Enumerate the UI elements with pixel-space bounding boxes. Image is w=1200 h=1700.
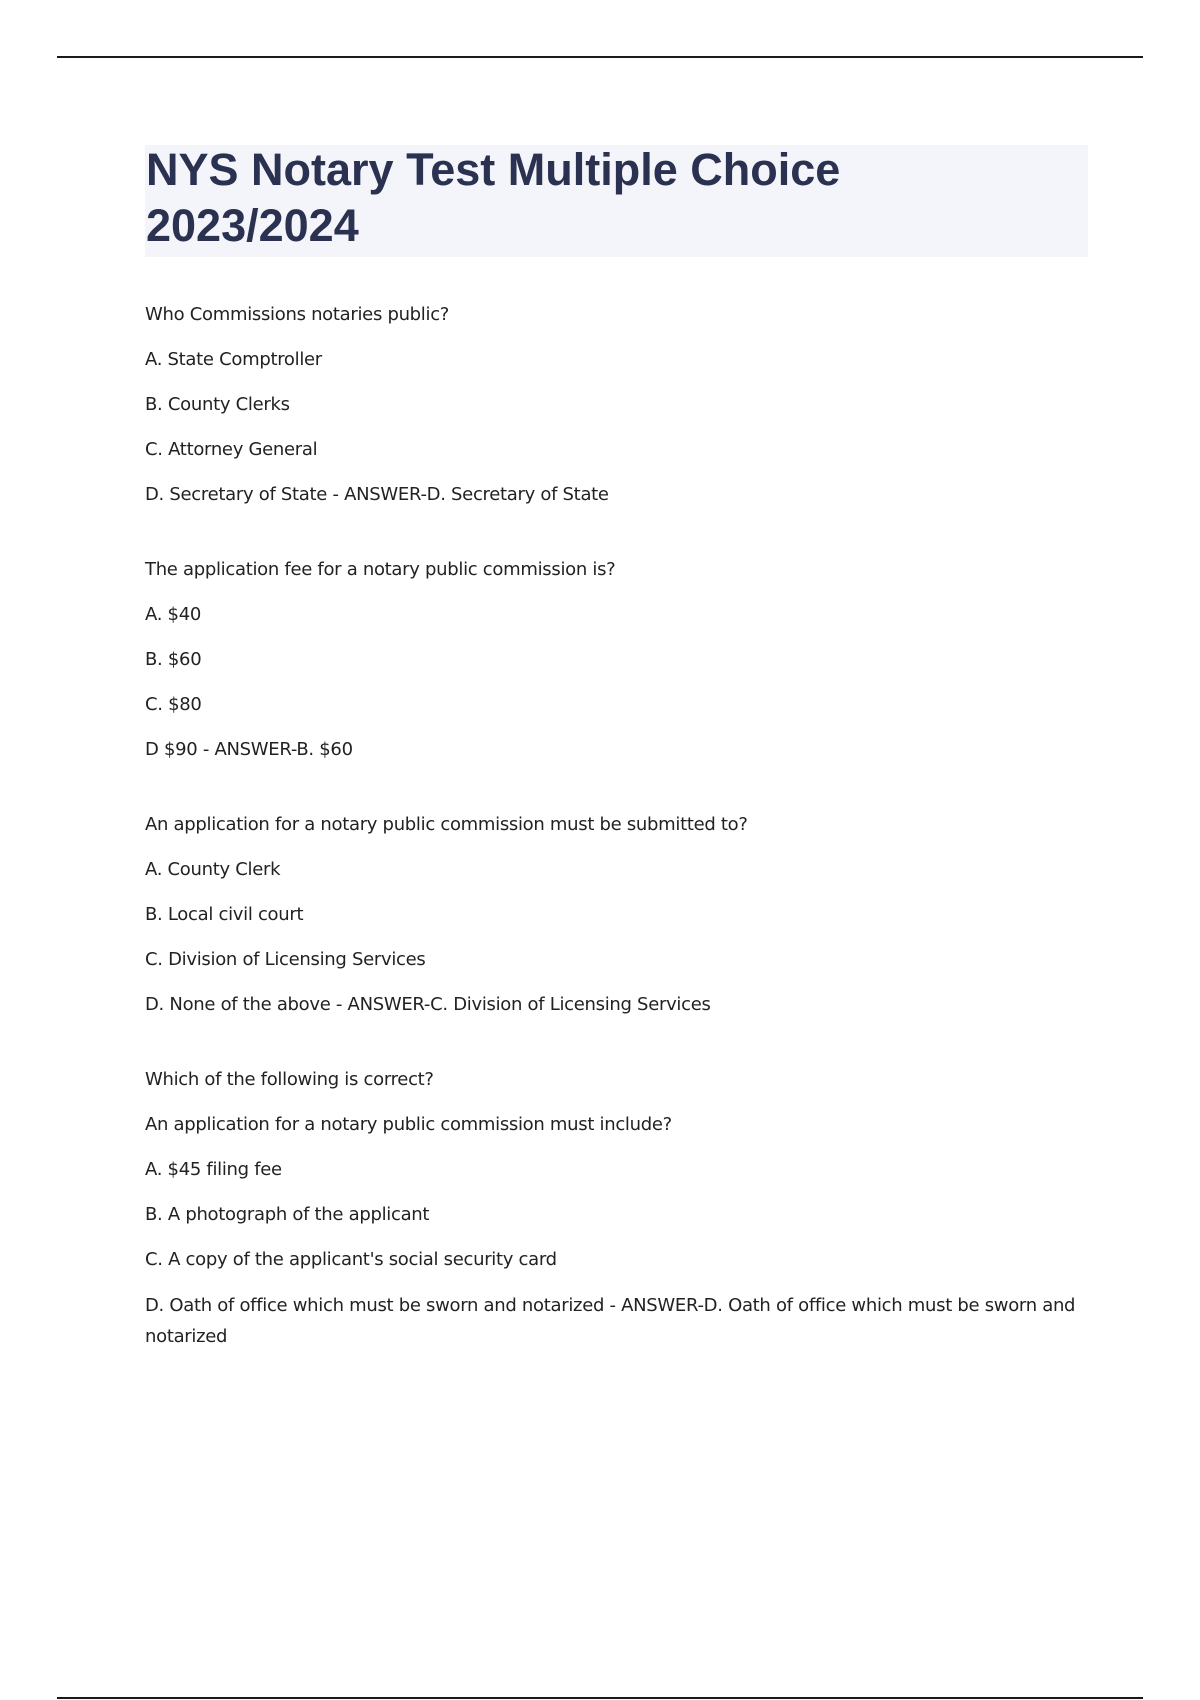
question-block-2	[145, 555, 1085, 764]
answer-option-with-key: D. None of the above - ANSWER-C. Division of Licensing Services	[145, 994, 711, 1015]
answer-option: C. $80	[145, 694, 202, 715]
answer-option: A. $45 filing fee	[145, 1159, 282, 1180]
answer-option: A. $40	[145, 604, 201, 625]
question-block-4	[145, 1065, 1085, 1352]
answer-option-with-key: D. Oath of office which must be sworn and notarized - ANSWER-D. Oath of office which must be sworn and notarized	[145, 1295, 1076, 1347]
document-title-line-1: NYS Notary Test Multiple Choice	[146, 144, 841, 195]
answer-option: B. County Clerks	[145, 394, 290, 415]
top-rule	[57, 56, 1143, 58]
question-subprompt: An application for a notary public commission must include?	[145, 1114, 672, 1135]
document-title	[146, 142, 1046, 254]
answer-option: B. $60	[145, 649, 202, 670]
answer-option-with-key: D. Secretary of State - ANSWER-D. Secretary of State	[145, 484, 609, 505]
question-prompt: An application for a notary public commission must be submitted to?	[145, 814, 748, 835]
answer-option: C. Division of Licensing Services	[145, 949, 426, 970]
answer-option: A. State Comptroller	[145, 349, 322, 370]
question-list	[145, 300, 1085, 1398]
answer-option: A. County Clerk	[145, 859, 281, 880]
answer-option: C. Attorney General	[145, 439, 318, 460]
answer-option: B. Local civil court	[145, 904, 304, 925]
question-block-1	[145, 300, 1085, 509]
question-block-3	[145, 810, 1085, 1019]
answer-option: B. A photograph of the applicant	[145, 1204, 430, 1225]
answer-option: C. A copy of the applicant's social security card	[145, 1249, 557, 1270]
bottom-rule	[57, 1697, 1143, 1699]
question-prompt: Who Commissions notaries public?	[145, 304, 450, 325]
answer-option-with-key: D $90 - ANSWER-B. $60	[145, 739, 353, 760]
question-prompt: Which of the following is correct?	[145, 1069, 434, 1090]
document-title-line-2: 2023/2024	[146, 200, 359, 251]
question-prompt: The application fee for a notary public commission is?	[145, 559, 616, 580]
